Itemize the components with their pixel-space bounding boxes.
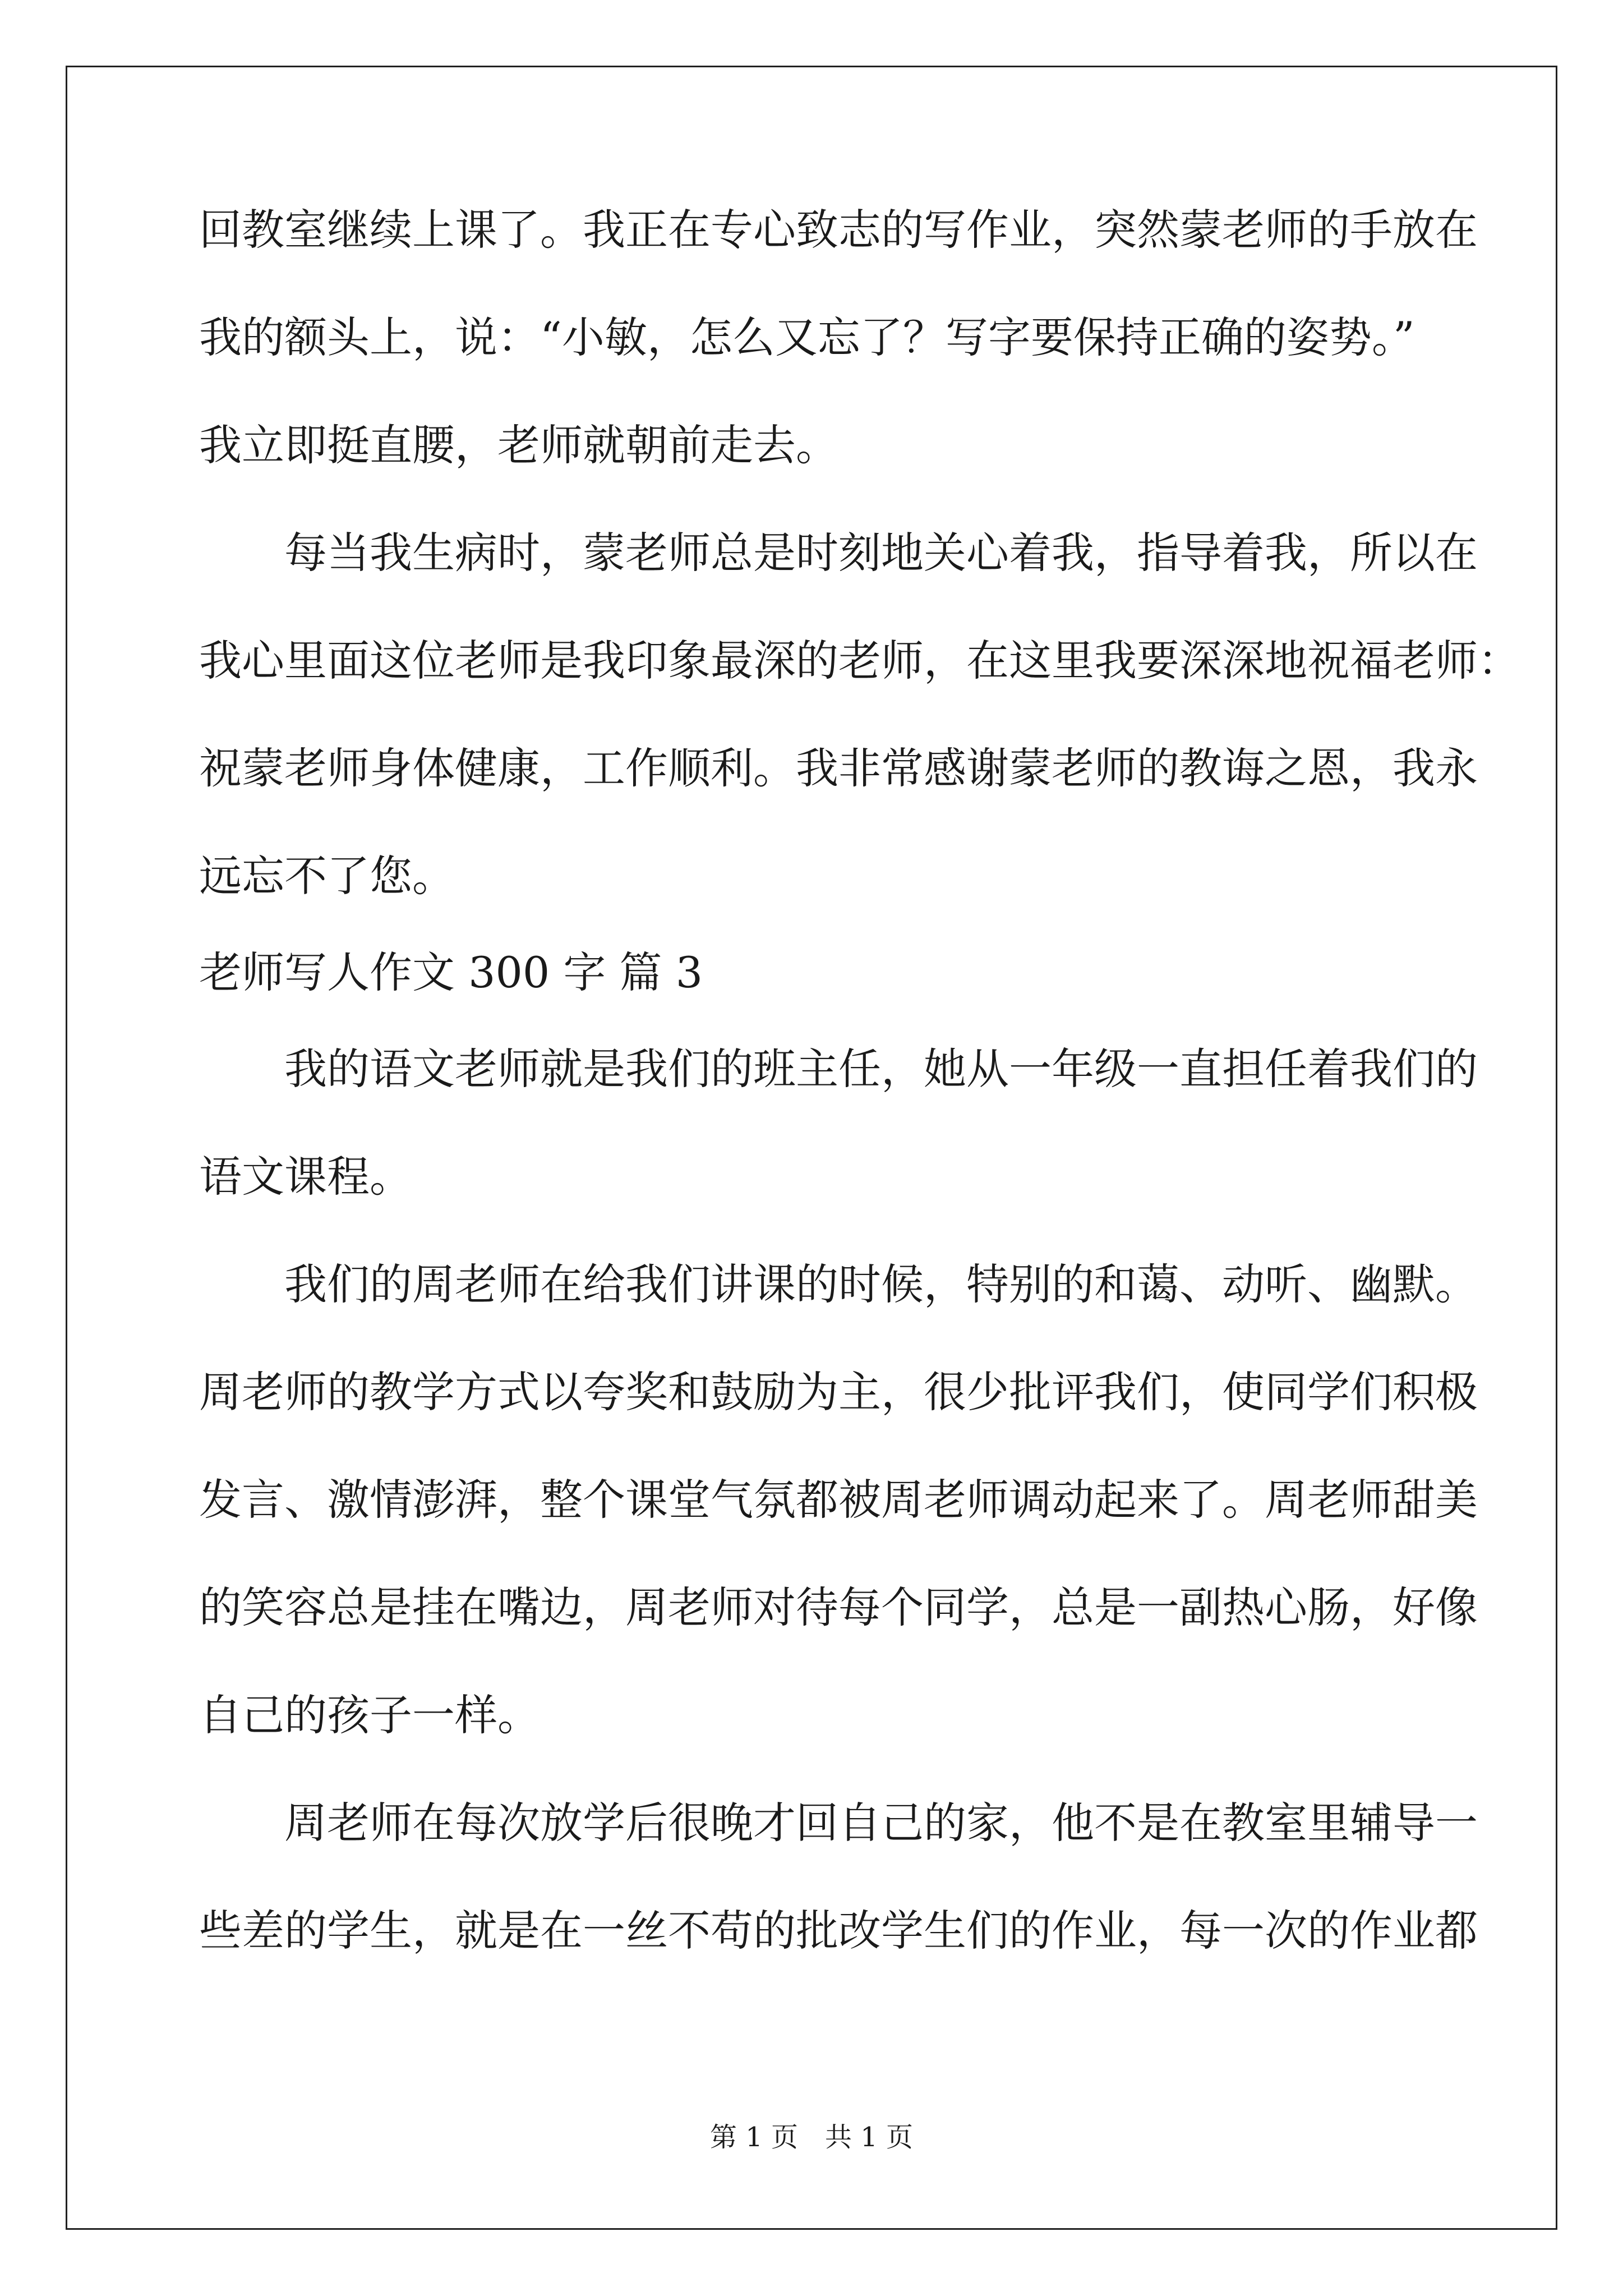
paragraph-line: 远忘不了您。 [199,851,455,901]
paragraph-line: 祝蒙老师身体健康，工作顺利。我非常感谢蒙老师的教诲之恩，我永 [199,743,1478,793]
paragraph-line: 我立即挺直腰，老师就朝前走去。 [199,420,838,470]
page-number-footer: 第 1 页 共 1 页 [709,2122,914,2153]
paragraph-line: 我们的周老师在给我们讲课的时候，特别的和蔼、动听、幽默。 [199,1259,1478,1309]
paragraph-line: 我的语文老师就是我们的班主任，她从一年级一直担任着我们的 [199,1044,1478,1094]
paragraph-line: 周老师在每次放学后很晚才回自己的家，他不是在教室里辅导一 [199,1798,1478,1848]
paragraph-line: 语文课程。 [199,1152,412,1202]
paragraph-line: 我的额头上，说：“小敏，怎么又忘了？写字要保持正确的姿势。” [199,312,1415,362]
paragraph-line: 的笑容总是挂在嘴边，周老师对待每个同学，总是一副热心肠，好像 [199,1582,1478,1632]
paragraph-line: 回教室继续上课了。我正在专心致志的写作业，突然蒙老师的手放在 [199,205,1478,255]
paragraph-line: 些差的学生，就是在一丝不苟的批改学生们的作业，每一次的作业都 [199,1906,1478,1955]
section-heading: 老师写人作文 300 字 篇 3 [199,947,703,997]
paragraph-line: 周老师的教学方式以夸奖和鼓励为主，很少批评我们，使同学们积极 [199,1367,1478,1417]
paragraph-line: 发言、激情澎湃，整个课堂气氛都被周老师调动起来了。周老师甜美 [199,1475,1478,1525]
paragraph-line: 自己的孩子一样。 [199,1690,540,1740]
paragraph-line: 我心里面这位老师是我印象最深的老师，在这里我要深深地祝福老师： [199,636,1520,685]
paragraph-line: 每当我生病时，蒙老师总是时刻地关心着我，指导着我，所以在 [199,528,1478,578]
